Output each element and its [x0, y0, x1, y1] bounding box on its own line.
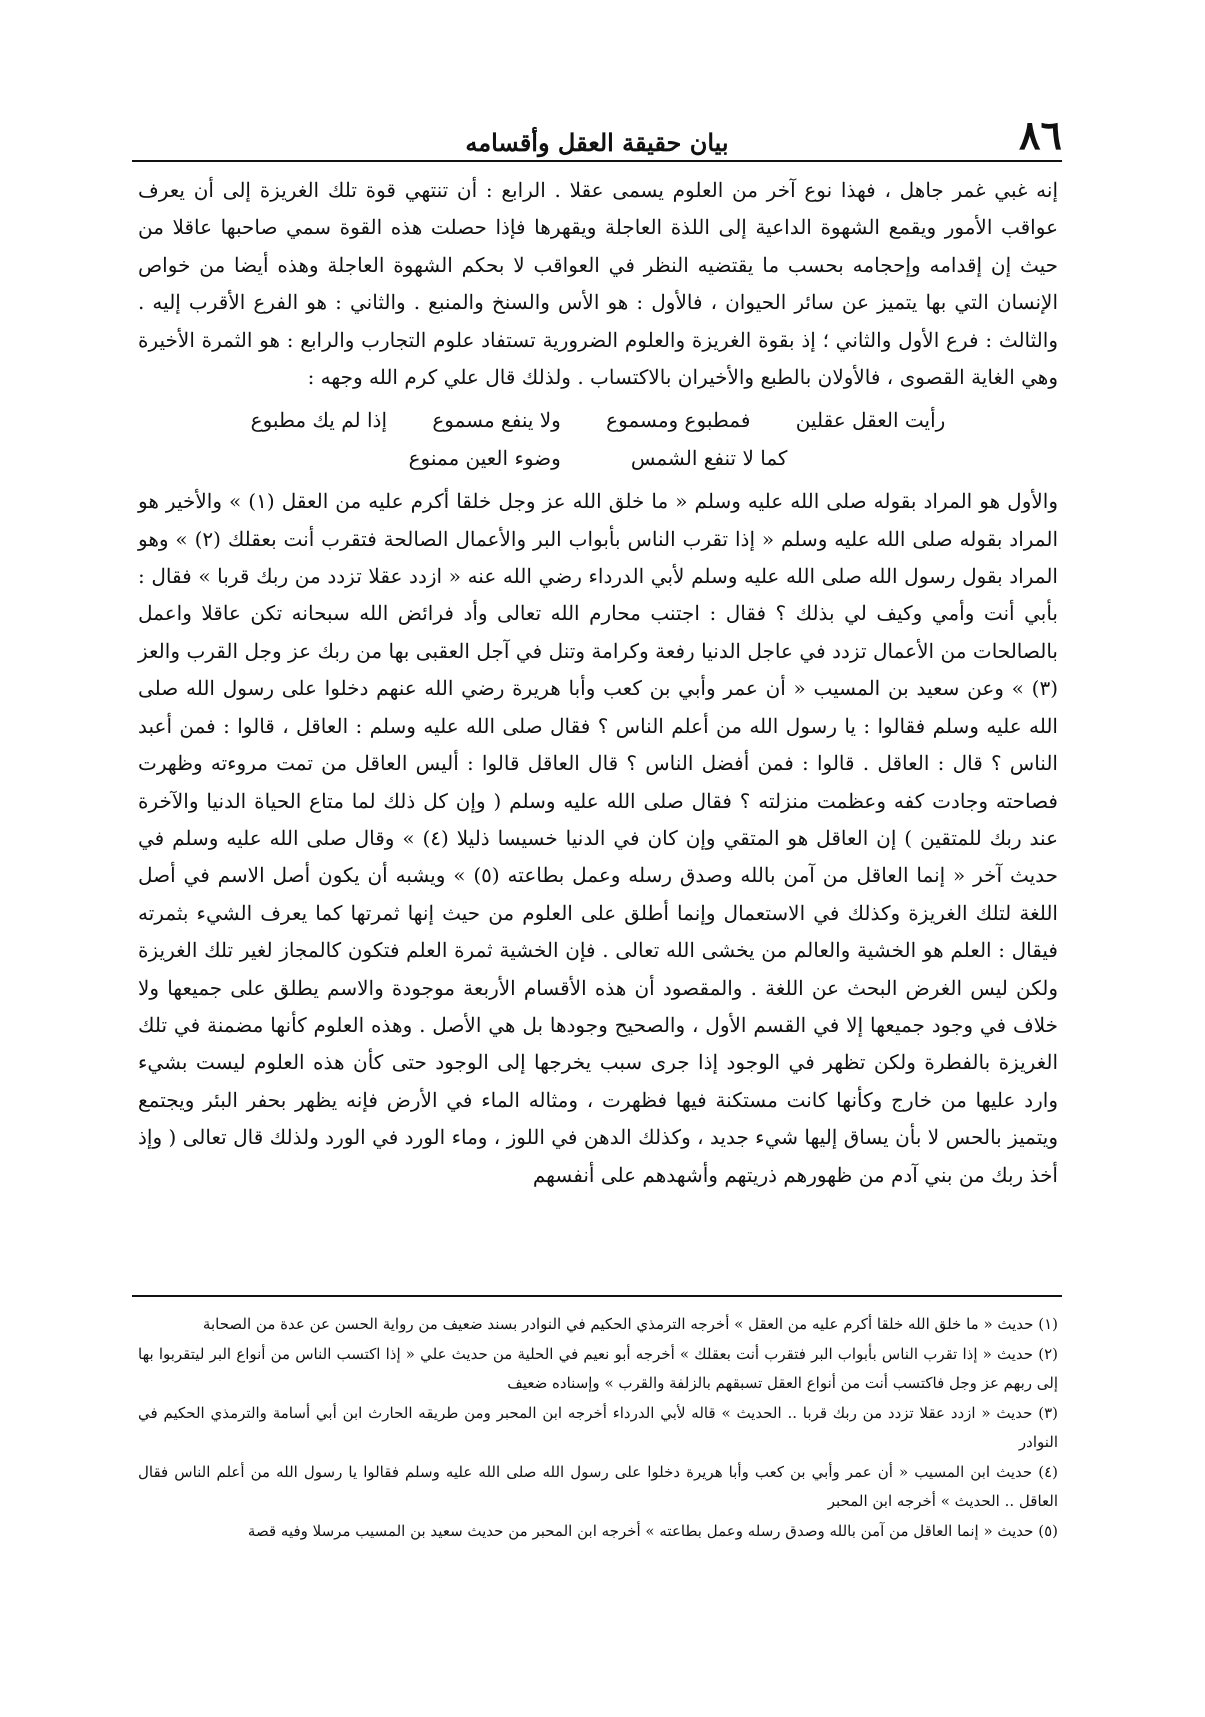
page-number: ٨٦ [1019, 112, 1062, 159]
poem-line [138, 402, 1058, 439]
footnote: (٤) حديث ابن المسيب « أن عمر وأبي بن كعب وأبا هريرة دخلوا على رسول الله صلى الله عليه وسلم فقالوا يا رسول الله من أعلم الناس فقال العاقل .. الحديث » أخرجه ابن المحبر [138, 1462, 1058, 1510]
footnotes [138, 1310, 1058, 1546]
verse-hemistich: كما لا تنفع الشمس [630, 445, 788, 470]
running-title: بيان حقيقة العقل وأقسامه [465, 128, 729, 157]
footnote: (٣) حديث « ازدد عقلا تزدد من ربك قربا .. الحديث » قاله لأبي الدرداء أخرجه ابن المحبر ومن طريقه الحارث ابن أبي أسامة والترمذي الحكيم في النوادر [138, 1403, 1059, 1451]
verse-hemistich: إذا لم يك مطبوع [250, 408, 387, 433]
verse-hemistich: فمطبوع ومسموع [606, 408, 751, 433]
poem [138, 402, 1058, 477]
footnote: (١) حديث « ما خلق الله خلقا أكرم عليه من العقل » أخرجه الترمذي الحكيم في النوادر بسند ضعيف من رواية الحسن عن عدة من الصحابة [202, 1315, 1058, 1333]
poem-line [138, 440, 1058, 477]
footnote: (٥) حديث « إنما العاقل من آمن بالله وصدق رسله وعمل بطاعته » أخرجه ابن المحبر من حديث سعيد بن المسيب مرسلا وفيه قصة [247, 1521, 1058, 1540]
paragraph: والأول هو المراد بقوله صلى الله عليه وسلم « ما خلق الله عز وجل خلقا أكرم عليه من العقل (١) » والأخير هو المراد بقوله صلى الله عليه وسلم « إذا تقرب الناس بأبواب البر والأعمال الصالحة فتقرب أنت بعقلك (٢) » وهو المراد بقول رسول الله صلى الله عليه وسلم لأبي الدرداء رضي الله عنه « ازدد عقلا تزدد من ربك قربا » فقال : بأبي أنت وأمي وكيف لي بذلك ؟ فقال : اجتنب محارم الله تعالى وأد فرائض الله سبحانه تكن عاقلا واعمل بالصالحات من الأعمال تزدد في عاجل الدنيا رفعة وكرامة وتنل في آجل العقبى بها من ربك عز وجل القرب والعز (٣) » وعن سعيد بن المسيب « أن عمر وأبي بن كعب وأبا هريرة رضي الله عنهم دخلوا على رسول الله صلى الله عليه وسلم فقالوا : يا رسول الله من أعلم الناس ؟ فقال صلى الله عليه وسلم : العاقل ، قالوا : فمن أعبد الناس ؟ قال : العاقل . قالوا : فمن أفضل الناس ؟ قال العاقل قالوا : أليس العاقل من تمت مروءته وظهرت فصاحته وجادت كفه وعظمت منزلته ؟ فقال صلى الله عليه وسلم ( وإن كل ذلك لما متاع الحياة الدنيا والآخرة عند ربك للمتقين ) إن العاقل هو المتقي وإن كان في الدنيا خسيسا ذليلا (٤) » وقال صلى الله عليه وسلم في حديث آخر « إنما العاقل من آمن بالله وصدق رسله وعمل بطاعته (٥) » ويشبه أن يكون أصل الاسم في أصل اللغة لتلك الغريزة وكذلك في الاستعمال وإنما أطلق على العلوم من حيث إنها ثمرتها كما يعرف الشيء بثمرته فيقال : العلم هو الخشية والعالم من يخشى الله تعالى . فإن الخشية ثمرة العلم فتكون كالمجاز لغير تلك الغريزة ولكن ليس الغرض البحث عن اللغة . والمقصود أن هذه الأقسام الأربعة موجودة والاسم يطلق على جميعها ولا خلاف في وجود جميعها إلا في القسم الأول ، والصحيح وجودها بل هي الأصل . وهذه العلوم كأنها مضمنة في تلك الغريزة بالفطرة ولكن تظهر في الوجود إذا جرى سبب يخرجها إلى الوجود حتى كأن هذه العلوم ليست بشيء وارد عليها من خارج وكأنها كانت مستكنة فيها فظهرت ، ومثاله الماء في الأرض فإنه يظهر بحفر البئر ويجتمع ويتميز بالحس لا بأن يساق إليها شيء جديد ، وكذلك الدهن في اللوز ، وماء الورد في الورد ولذلك قال تعالى ( وإذ أخذ ربك من بني آدم من ظهورهم ذريتهم وأشهدهم على أنفسهم [138, 489, 1059, 1187]
verse-hemistich: وضوء العين ممنوع [408, 445, 561, 470]
verse-hemistich: رأيت العقل عقلين [795, 408, 946, 433]
page-header [132, 112, 1062, 172]
verse-hemistich: ولا ينفع مسموع [432, 408, 561, 433]
footnote-divider [132, 1295, 1062, 1297]
header-divider [132, 160, 1062, 162]
main-text [138, 172, 1058, 1194]
footnote: (٢) حديث « إذا تقرب الناس بأبواب البر فتقرب أنت بعقلك » أخرجه أبو نعيم في الحلية من حديث علي « إذا اكتسب الناس من أنواع البر ليتقربوا بها إلى ربهم عز وجل فاكتسب أنت من أنواع العقل تسبقهم بالزلفة والقرب » وإسناده ضعيف [138, 1344, 1058, 1392]
paragraph: إنه غبي غمر جاهل ، فهذا نوع آخر من العلوم يسمى عقلا . الرابع : أن تنتهي قوة تلك الغريزة إلى أن يعرف عواقب الأمور ويقمع الشهوة الداعية إلى اللذة العاجلة ويقهرها فإذا حصلت هذه القوة سمي صاحبها عاقلا من حيث إن إقدامه وإحجامه بحسب ما يقتضيه النظر في العواقب لا بحكم الشهوة العاجلة وهذه أيضا من خواص الإنسان التي بها يتميز عن سائر الحيوان ، فالأول : هو الأس والسنخ والمنبع . والثاني : هو الفرع الأقرب إليه . والثالث : فرع الأول والثاني ؛ إذ بقوة الغريزة والعلوم الضرورية تستفاد علوم التجارب والرابع : هو الثمرة الأخيرة وهي الغاية القصوى ، فالأولان بالطبع والأخيران بالاكتساب . ولذلك قال علي كرم الله وجهه : [138, 178, 1059, 390]
